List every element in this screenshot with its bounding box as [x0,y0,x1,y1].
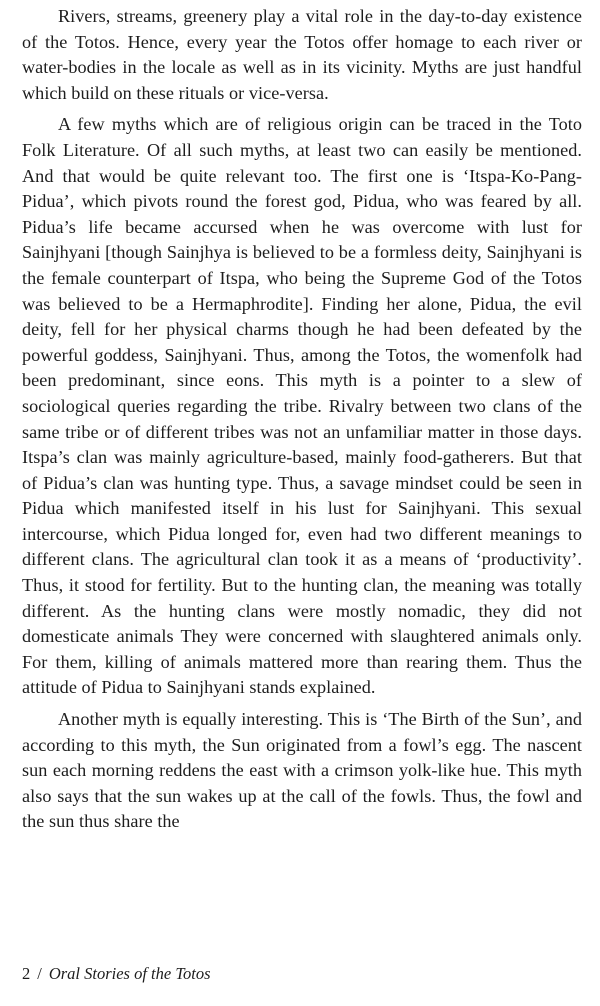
paragraph-rivers: Rivers, streams, greenery play a vital role in the day-to-day existence of the Totos. Hence, every year the Totos offer homage to each river or water-bodies in the locale as well as in its vicinity. Myths are just handful which build on these rituals or vice-versa. [22,6,582,103]
running-title: Oral Stories of the Totos [48,964,211,983]
page-number: 2 [22,964,31,983]
paragraph-birth-of-sun: Another myth is equally interesting. This is ‘The Birth of the Sun’, and according to this myth, the Sun originated from a fowl’s egg. The nascent sun each morning reddens the east with a crimson yolk-like hue. This myth also says that the sun wakes up at the call of the fowls. Thus, the fowl and the sun thus share the [22,709,582,832]
page-footer [22,964,211,984]
footer-separator: / [37,964,42,983]
page-body [22,4,582,835]
paragraph-religious-myths: A few myths which are of religious origin can be traced in the Toto Folk Literature. Of all such myths, at least two can easily be mentioned. And that would be quite relevant too. The first one is ‘Itspa-Ko-Pang-Pidua’, which pivots round the forest god, Pidua, who was feared by all. Pidua’s life became accursed when he was overcome with lust for Sainjhyani [though Sainjhya is believed to be a formless deity, Sainjhyani is the female counterpart of Itspa, who being the Supreme God of the Totos was believed to be a Hermaphrodite]. Finding her alone, Pidua, the evil deity, fell for her physical charms though he had been defeated by the powerful goddess, Sainjhyani. Thus, among the Totos, the womenfolk had been predominant, since eons. This myth is a pointer to a slew of sociological queries regarding the tribe. Rivalry between two clans of the same tribe or of different tribes was not an unfamiliar matter in those days. Itspa’s clan was mainly agriculture-based, mainly food-gatherers. But that of Pidua’s clan was hunting type. Thus, a savage mindset could be seen in Pidua which manifested itself in his lust for Sainjhyani. This sexual intercourse, which Pidua longed for, even had two different meanings to different clans. The agricultural clan took it as a means of ‘productivity’. Thus, it stood for fertility. But to the hunting clan, the meaning was totally different. As the hunting clans were mostly nomadic, they did not domesticate animals They were concerned with slaughtered animals only. For them, killing of animals mattered more than rearing them. Thus the attitude of Pidua to Sainjhyani stands explained. [22,114,582,698]
